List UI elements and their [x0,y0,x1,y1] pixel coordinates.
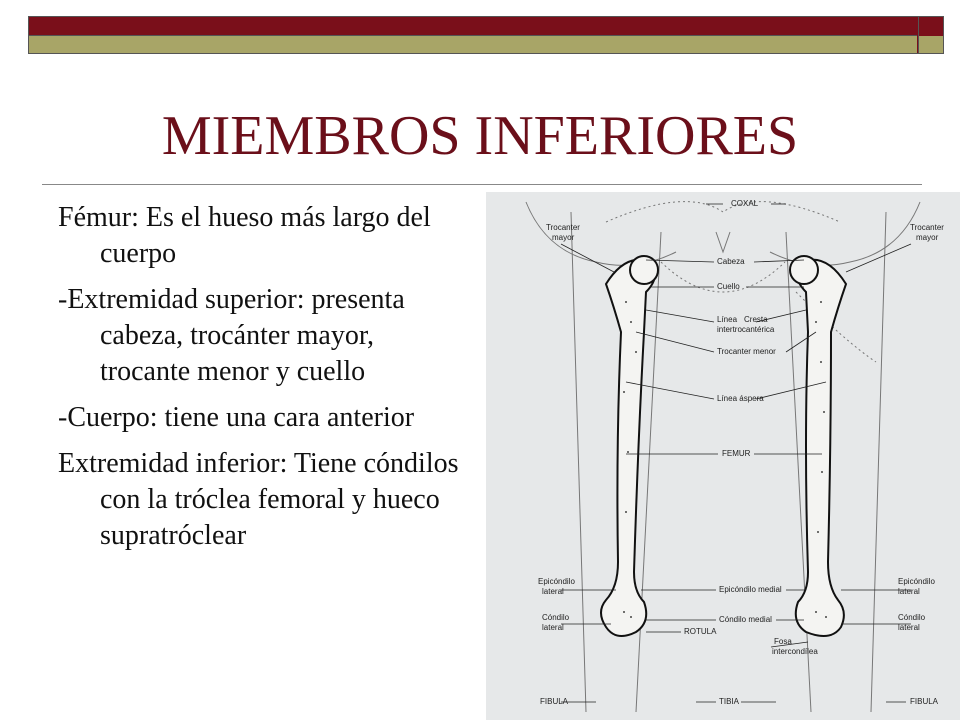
femur-diagram-svg [486,192,960,720]
label-fosa-1: Fosa [774,637,792,646]
label-femur: FEMUR [722,449,751,458]
label-cuello: Cuello [717,282,740,291]
label-linea: Línea [717,315,738,324]
paragraph-femur: Fémur: Es el hueso más largo del cuerpo [58,202,431,269]
label-condilo-lateral-right-1: Cóndilo [898,613,926,622]
label-linea-aspera: Línea áspera [717,394,764,403]
top-bar-olive-band [29,36,917,53]
label-trocanter-mayor-left-2: mayor [552,233,575,242]
label-cabeza: Cabeza [717,257,745,266]
paragraph-extremidad-inferior: Extremidad inferior: Tiene cóndilos con la tróclea femoral y hueco supratróclear [58,448,459,551]
paragraph-extremidad-superior: -Extremidad superior: presenta cabeza, trocánter mayor, trocante menor y cuello [58,284,405,387]
title-underline [42,184,922,185]
label-condilo-medial: Cóndilo medial [719,615,772,624]
label-condilo-lateral-left-1: Cóndilo [542,613,570,622]
label-fosa-2: intercondílea [772,647,818,656]
label-coxal: COXAL [731,199,759,208]
label-rotula: ROTULA [684,627,717,636]
top-bar-square-maroon [918,17,943,37]
femur-diagram [486,192,960,720]
label-condilo-lateral-right-2: lateral [898,623,920,632]
label-trocanter-mayor-right-1: Trocanter [910,223,944,232]
top-decorative-bar [28,16,944,54]
slide-body [58,200,468,564]
label-epicondilo-lateral-left-2: lateral [542,587,564,596]
label-cresta: Cresta [744,315,768,324]
label-epicondilo-lateral-right-2: lateral [898,587,920,596]
label-trocanter-mayor-left-1: Trocanter [546,223,580,232]
label-trocanter-menor: Trocanter menor [717,347,776,356]
label-epicondilo-lateral-right-1: Epicóndilo [898,577,935,586]
label-fibula-left: FIBULA [540,697,569,706]
top-bar-square-olive [918,36,943,53]
slide-title: MIEMBROS INFERIORES [161,105,799,167]
label-epicondilo-lateral-left-1: Epicóndilo [538,577,575,586]
paragraph-cuerpo: -Cuerpo: tiene una cara anterior [58,402,415,433]
label-condilo-lateral-left-2: lateral [542,623,564,632]
label-tibia: TIBIA [719,697,740,706]
label-fibula-right: FIBULA [910,697,939,706]
label-trocanter-mayor-right-2: mayor [916,233,939,242]
label-intertrocanterica: intertrocantérica [717,325,775,334]
label-epicondilo-medial: Epicóndilo medial [719,585,782,594]
